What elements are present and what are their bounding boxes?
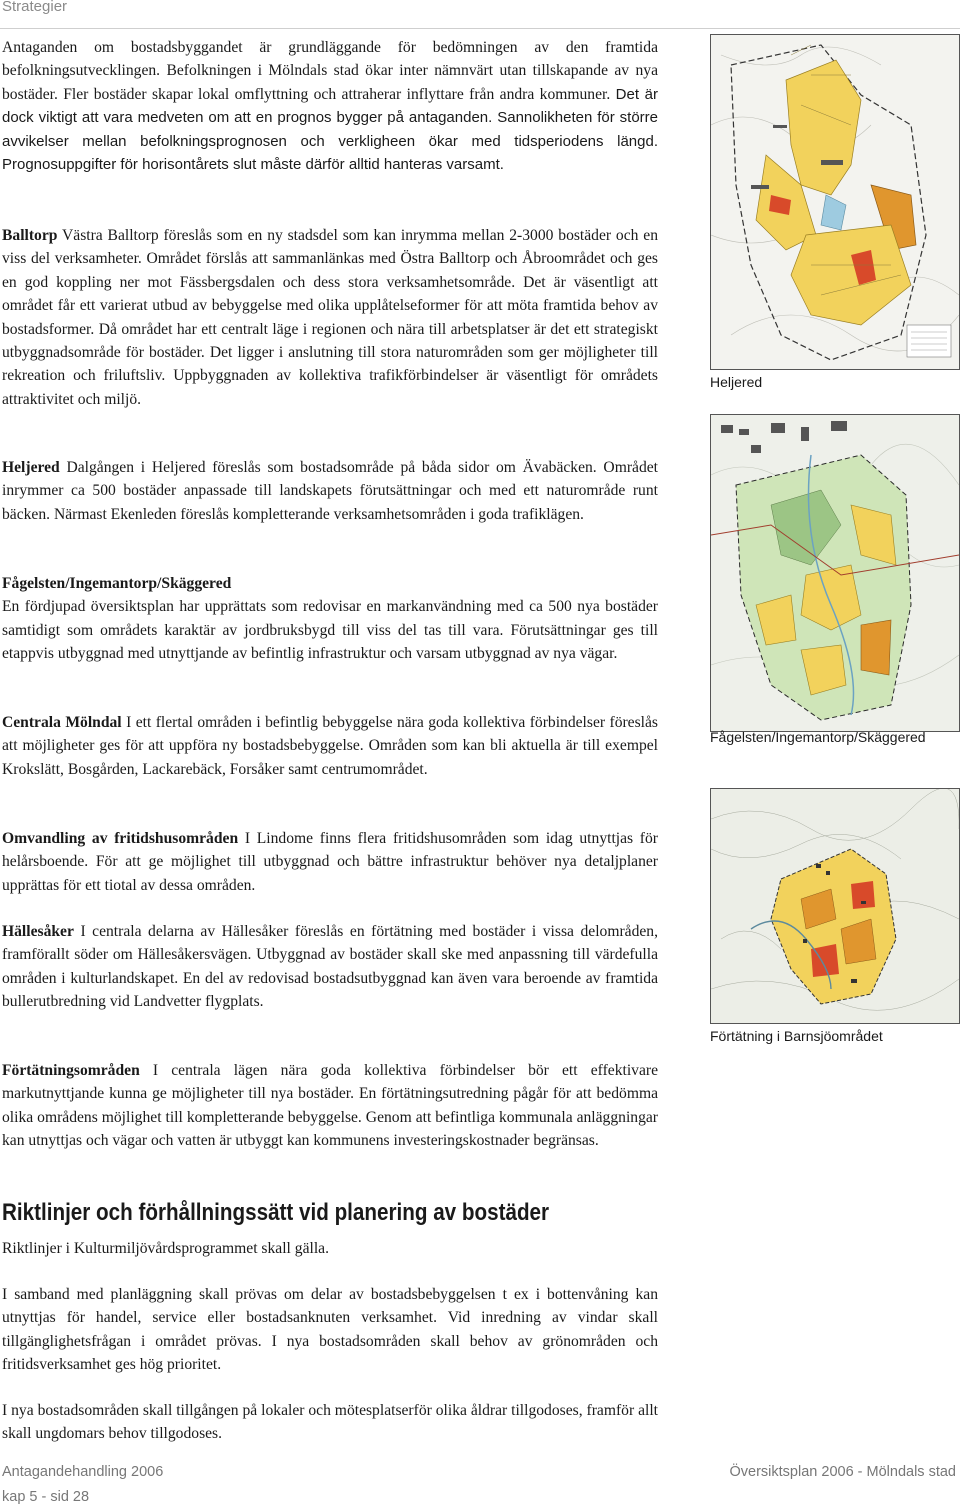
omvandling-paragraph (2, 827, 658, 897)
intro-sans-text: Det är dock viktigt att vara medveten om att en prognos bygger på antaganden. Sannolikheten för större avvikelser mellan befolkningsprognosen och verkligheen ökar med tidsperiodens längd. Prognosuppgifter för horisontårets slut måste därför alltid hanteras varsamt. (2, 85, 658, 174)
footer-document-title: Översiktsplan 2006 - Mölndals stad (729, 1464, 956, 1480)
balltorp-paragraph (2, 224, 658, 411)
guidelines-paragraph-1: Riktlinjer i Kulturmiljövårdsprogrammet skall gälla. (2, 1240, 329, 1257)
intro-paragraph (2, 36, 658, 176)
fagelsten-text: En fördjupad översiktsplan har upprättats som redovisar en markanvändning med ca 500 nya bostäder samtidigt som områdets karaktär av jordbruksbygd till viss del tas till vara. Förutsättningar ges till etappvis utbyggnad med utnyttjande av befintlig infrastruktur och varsam utbyggnad av nya vägar. (2, 598, 658, 663)
centrala-title: Centrala Mölndal (2, 714, 122, 731)
barnsjo-map (710, 788, 960, 1024)
page-section-label: Strategier (2, 0, 68, 15)
fagelsten-map-caption: Fågelsten/Ingemantorp/Skäggered (710, 729, 926, 745)
balltorp-text-2: Då området har ett centralt läge i regionen och nära till arbetsplatser är det ett strategiskt utbyggnadsområde för bostäder. Det ligger i anslutning till stora naturområden som ger möjligheter till rekreation och friluftsliv. Uppbyggnaden av kollektiva trafikförbindelser är väsentligt för områdets attraktivitet och miljö. (2, 320, 658, 408)
balltorp-title: Balltorp (2, 227, 58, 244)
fagelsten-map (710, 414, 960, 732)
intro-serif-text: Antaganden om bostadsbyggandet är grundläggande för bedömningen av den framtida befolkningsutvecklingen. Befolkningen i Mölndals stad ökar inter nämnvärt utan tillskapande av nya bostäder. Fler bostäder skapar lokal omflyttning och attraherar inflyttare från andra kommuner. (2, 39, 658, 103)
guidelines-paragraph-3: I nya bostadsområden skall tillgången på lokaler och mötesplatserför olika åldrar tillgodoses, framför allt skall ungdomars behov tillgodoses. (2, 1402, 658, 1443)
barnsjo-map-caption: Förtätning i Barnsjöområdet (710, 1028, 883, 1044)
header-divider (0, 28, 960, 29)
omvandling-title: Omvandling av fritidshusområden (2, 830, 239, 847)
fortatning-paragraph (2, 1059, 658, 1153)
balltorp-text: Västra Balltorp föreslås som en ny stadsdel som kan inrymma mellan 2-3000 bostäder och en viss del verksamheter. Området förslås att sammanlänkas med Östra Balltorp och Åbroområdet och ges en god koppling ner mot Fässbergsdalen och dess stora verksamhetsområde. Det är väsentligt att området får ett varierat utbud av bebyggelse med olika upplåtelseformer för att möta framtida behov av bostadsformer. (2, 227, 658, 338)
heljered-map (710, 34, 960, 370)
hallesaker-title: Hällesåker (2, 923, 74, 940)
fortatning-title: Förtätningsområden (2, 1062, 140, 1079)
heljered-text: Dalgången i Heljered föreslås som bostadsområde på båda sidor om Ävabäcken. Området inrymmer ca 500 bostäder anpassade till landskapets förutsättningar och med ett naturområde runt bäcken. Närmast Ekenleden föreslås kompletterande verksamhetsområden i goda trafiklägen. (2, 459, 658, 523)
fagelsten-title: Fågelsten/Ingemantorp/Skäggered (2, 575, 232, 592)
heljered-paragraph (2, 456, 658, 526)
guidelines-paragraph-2: I samband med planläggning skall prövas om delar av bostadsbebyggelsen t ex i bottenvåning kan utnyttjas för handel, service eller bostadsanknuten verksamhet. Vid inredning av vindar skall tillgänglighetsfrågan i området prövas. I nya bostadsområden skall behov av grönområden och fritidsverksamhet ges hög prioritet. (2, 1286, 658, 1374)
centrala-paragraph (2, 711, 658, 781)
hallesaker-text: I centrala delarna av Hällesåker föreslås en förtätning med bostäder i vissa delområden, framförallt söder om Hällesåkersvägen. Utbyggnad av bostäder skall ske med anpassning till värdefulla områden i kulturlandskapet. En del av redovisad bostadsutbyggnad kan även vara beroende av framtida bullerutbredning vid Landvetter flygplats. (2, 923, 658, 1011)
footer-document-status: Antagandehandling 2006 (2, 1464, 164, 1480)
omvandling-text: I Lindome finns flera fritidshusområden som idag utnyttjas för helårsboende. För att ge möjlighet till utbyggnad och bättre infrastruktur behöver nya detaljplaner upprättas för ett tiotal av dessa områden. (2, 830, 658, 894)
heljered-title: Heljered (2, 459, 60, 476)
footer-page-number: kap 5 - sid 28 (2, 1489, 90, 1505)
guidelines-heading: Riktlinjer och förhållningssätt vid planering av bostäder (2, 1199, 550, 1226)
hallesaker-paragraph (2, 920, 658, 1014)
centrala-text: I ett flertal områden i befintlig bebyggelse nära goda kollektiva förbindelser föreslås att möjligheter ges för att uppföra ny bostadsbebyggelse. Områden som kan bli aktuella är till exempel Krokslätt, Bosgården, Lackarebäck, Forsåker samt centrumområdet. (2, 714, 658, 778)
fagelsten-paragraph (2, 572, 658, 666)
heljered-map-caption: Heljered (710, 374, 763, 390)
fortatning-text: I centrala lägen nära goda kollektiva förbindelser bör ett effektivare markutnyttjande kunna ge möjligheter till nya bostäder. En förtätningsutredning pågår för att bedömma olika områdens möjlighet till kompletterande bebyggelse. Genom att befintliga kommunala anläggningar kan utnyttjas och vägar och vatten är utbyggt kan kommunens investeringskostnader begränsas. (2, 1062, 658, 1150)
